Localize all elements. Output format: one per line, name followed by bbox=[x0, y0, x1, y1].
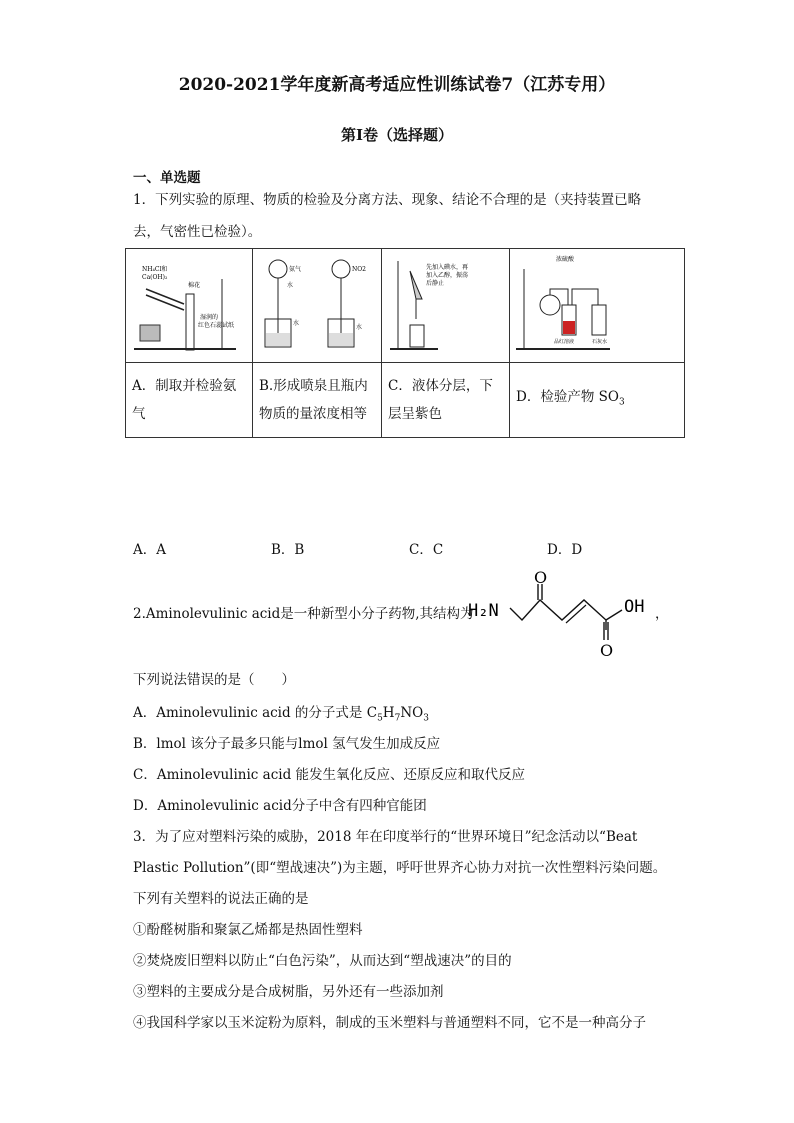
fountain-apparatus-diagram bbox=[253, 249, 381, 362]
caption-a-line2: 气 bbox=[132, 406, 146, 422]
collection-tube bbox=[186, 294, 194, 350]
q3-item-2: ②焚烧废旧塑料以防止“白色污染”，从而达到“塑战速决”的目的 bbox=[133, 953, 512, 969]
caption-a-line1: A．制取并检验氨 bbox=[132, 378, 237, 394]
label-reagent: NH₄Cl和 bbox=[142, 266, 168, 273]
hydroxyl-bond bbox=[606, 610, 622, 620]
water-2 bbox=[329, 333, 353, 346]
label-water-2: 水 bbox=[293, 320, 300, 327]
burner bbox=[140, 325, 160, 341]
label-limewater: 石灰水 bbox=[592, 339, 608, 345]
separatory-funnel bbox=[410, 271, 422, 299]
experiment-table bbox=[125, 248, 685, 438]
caption-a bbox=[126, 363, 253, 438]
label-c-2: 加入乙醇，振荡 bbox=[426, 272, 469, 279]
amine-group: H₂N bbox=[468, 601, 499, 621]
label-water-3: 水 bbox=[356, 324, 363, 331]
label-no2: NO2 bbox=[352, 266, 366, 273]
so2-test-apparatus-diagram bbox=[510, 249, 684, 362]
receiving-beaker bbox=[410, 325, 424, 347]
label-c-1: 先加入碘水，再 bbox=[426, 264, 469, 271]
caption-d-subscript: 3 bbox=[618, 397, 625, 408]
q2-stem: 2.Aminolevulinic acid是一种新型小分子药物,其结构为 bbox=[133, 606, 474, 622]
carbon-chain bbox=[510, 600, 606, 630]
q2-option-a[interactable] bbox=[133, 703, 429, 729]
pink-solution bbox=[563, 321, 575, 334]
acid-oxygen: O bbox=[600, 641, 614, 660]
apparatus-c-cell bbox=[382, 249, 510, 363]
q2-option-a-text: A．Aminolevulinic acid 的分子式是 C bbox=[133, 705, 378, 721]
flask-2 bbox=[332, 260, 350, 278]
section-subtitle: 第I卷（选择题） bbox=[340, 126, 454, 144]
flask-1 bbox=[269, 260, 287, 278]
label-litmus: 红色石蕊试纸 bbox=[198, 322, 235, 329]
label-water-1: 水 bbox=[287, 282, 294, 289]
q3-line3: 下列有关塑料的说法正确的是 bbox=[133, 891, 309, 907]
caption-b bbox=[253, 363, 382, 438]
q3-item-4: ④我国科学家以玉米淀粉为原料，制成的玉米塑料与普通塑料不同，它不是一种高分子 bbox=[133, 1015, 646, 1031]
caption-b-line2: 物质的量浓度相等 bbox=[259, 406, 367, 422]
caption-d bbox=[510, 363, 685, 438]
q2-question: 下列说法错误的是（ ） bbox=[133, 672, 295, 688]
q1-choice-a[interactable]: A．A bbox=[133, 542, 166, 558]
q1-stem-line1: 1．下列实验的原理、物质的检验及分离方法、现象、结论不合理的是（夹持装置已略 bbox=[133, 192, 642, 208]
q3-line2: Plastic Pollution”(即“塑战速决”)为主题，呼吁世界齐心协力对抗一次性塑料污染问题。 bbox=[133, 860, 667, 876]
formula-no: NO bbox=[400, 705, 424, 721]
q2-comma: ， bbox=[655, 606, 669, 622]
hydroxyl-group: OH bbox=[624, 597, 645, 617]
caption-c-line1: C．液体分层，下 bbox=[388, 378, 493, 394]
label-c-3: 后静止 bbox=[426, 280, 445, 287]
apparatus-d-cell bbox=[510, 249, 685, 363]
reaction-flask bbox=[540, 295, 560, 315]
sub-5: 5 bbox=[377, 713, 383, 724]
q2-option-b[interactable]: B．lmol 该分子最多只能与lmol 氢气发生加成反应 bbox=[133, 736, 441, 752]
q3-line1: 3．为了应对塑料污染的威胁，2018 年在印度举行的“世界环境日”纪念活动以“Beat bbox=[133, 829, 638, 845]
apparatus-a-cell bbox=[126, 249, 253, 363]
apparatus-b-cell bbox=[253, 249, 382, 363]
sub-3: 3 bbox=[423, 713, 429, 724]
label-cotton: 棉花 bbox=[188, 282, 201, 289]
label-wet: 湿润的 bbox=[200, 314, 219, 321]
caption-c-line2: 层呈紫色 bbox=[388, 406, 442, 422]
water-1 bbox=[266, 333, 290, 346]
formula-h: H bbox=[382, 705, 395, 721]
q1-choice-c[interactable]: C．C bbox=[409, 542, 444, 558]
gas-tubes bbox=[550, 289, 598, 305]
caption-c bbox=[382, 363, 510, 438]
q1-choice-b[interactable]: B．B bbox=[271, 542, 305, 558]
label-ammonia: 氨气 bbox=[289, 266, 302, 273]
q1-choice-d[interactable]: D．D bbox=[547, 542, 583, 558]
label-pinkdye: 品红溶液 bbox=[554, 339, 575, 345]
bottle-2 bbox=[592, 305, 606, 335]
page-title: 2020-2021学年度新高考适应性训练试卷7（江苏专用） bbox=[178, 75, 616, 95]
label-reagent-2: Ca(OH)₂ bbox=[142, 274, 168, 281]
label-acid: 浓硫酸 bbox=[556, 256, 575, 263]
caption-d-text: D．检验产物 SO bbox=[516, 389, 619, 406]
q3-item-3: ③塑料的主要成分是合成树脂，另外还有一些添加剂 bbox=[133, 984, 444, 1000]
caption-b-line1: B.形成喷泉且瓶内 bbox=[259, 378, 368, 394]
aminolevulinic-structure bbox=[466, 570, 666, 660]
carbonyl-oxygen: O bbox=[534, 570, 548, 587]
q1-stem-line2: 去，气密性已检验）。 bbox=[133, 224, 262, 240]
q2-option-d[interactable]: D．Aminolevulinic acid分子中含有四种官能团 bbox=[133, 798, 427, 814]
q3-item-1: ①酚醛树脂和聚氯乙烯都是热固性塑料 bbox=[133, 922, 363, 938]
extraction-apparatus-diagram bbox=[382, 249, 509, 362]
sub-7: 7 bbox=[394, 713, 401, 724]
section-heading: 一、单选题 bbox=[133, 170, 201, 186]
ammonia-apparatus-diagram bbox=[126, 249, 252, 362]
q2-option-c[interactable]: C．Aminolevulinic acid 能发生氧化反应、还原反应和取代反应 bbox=[133, 767, 526, 783]
